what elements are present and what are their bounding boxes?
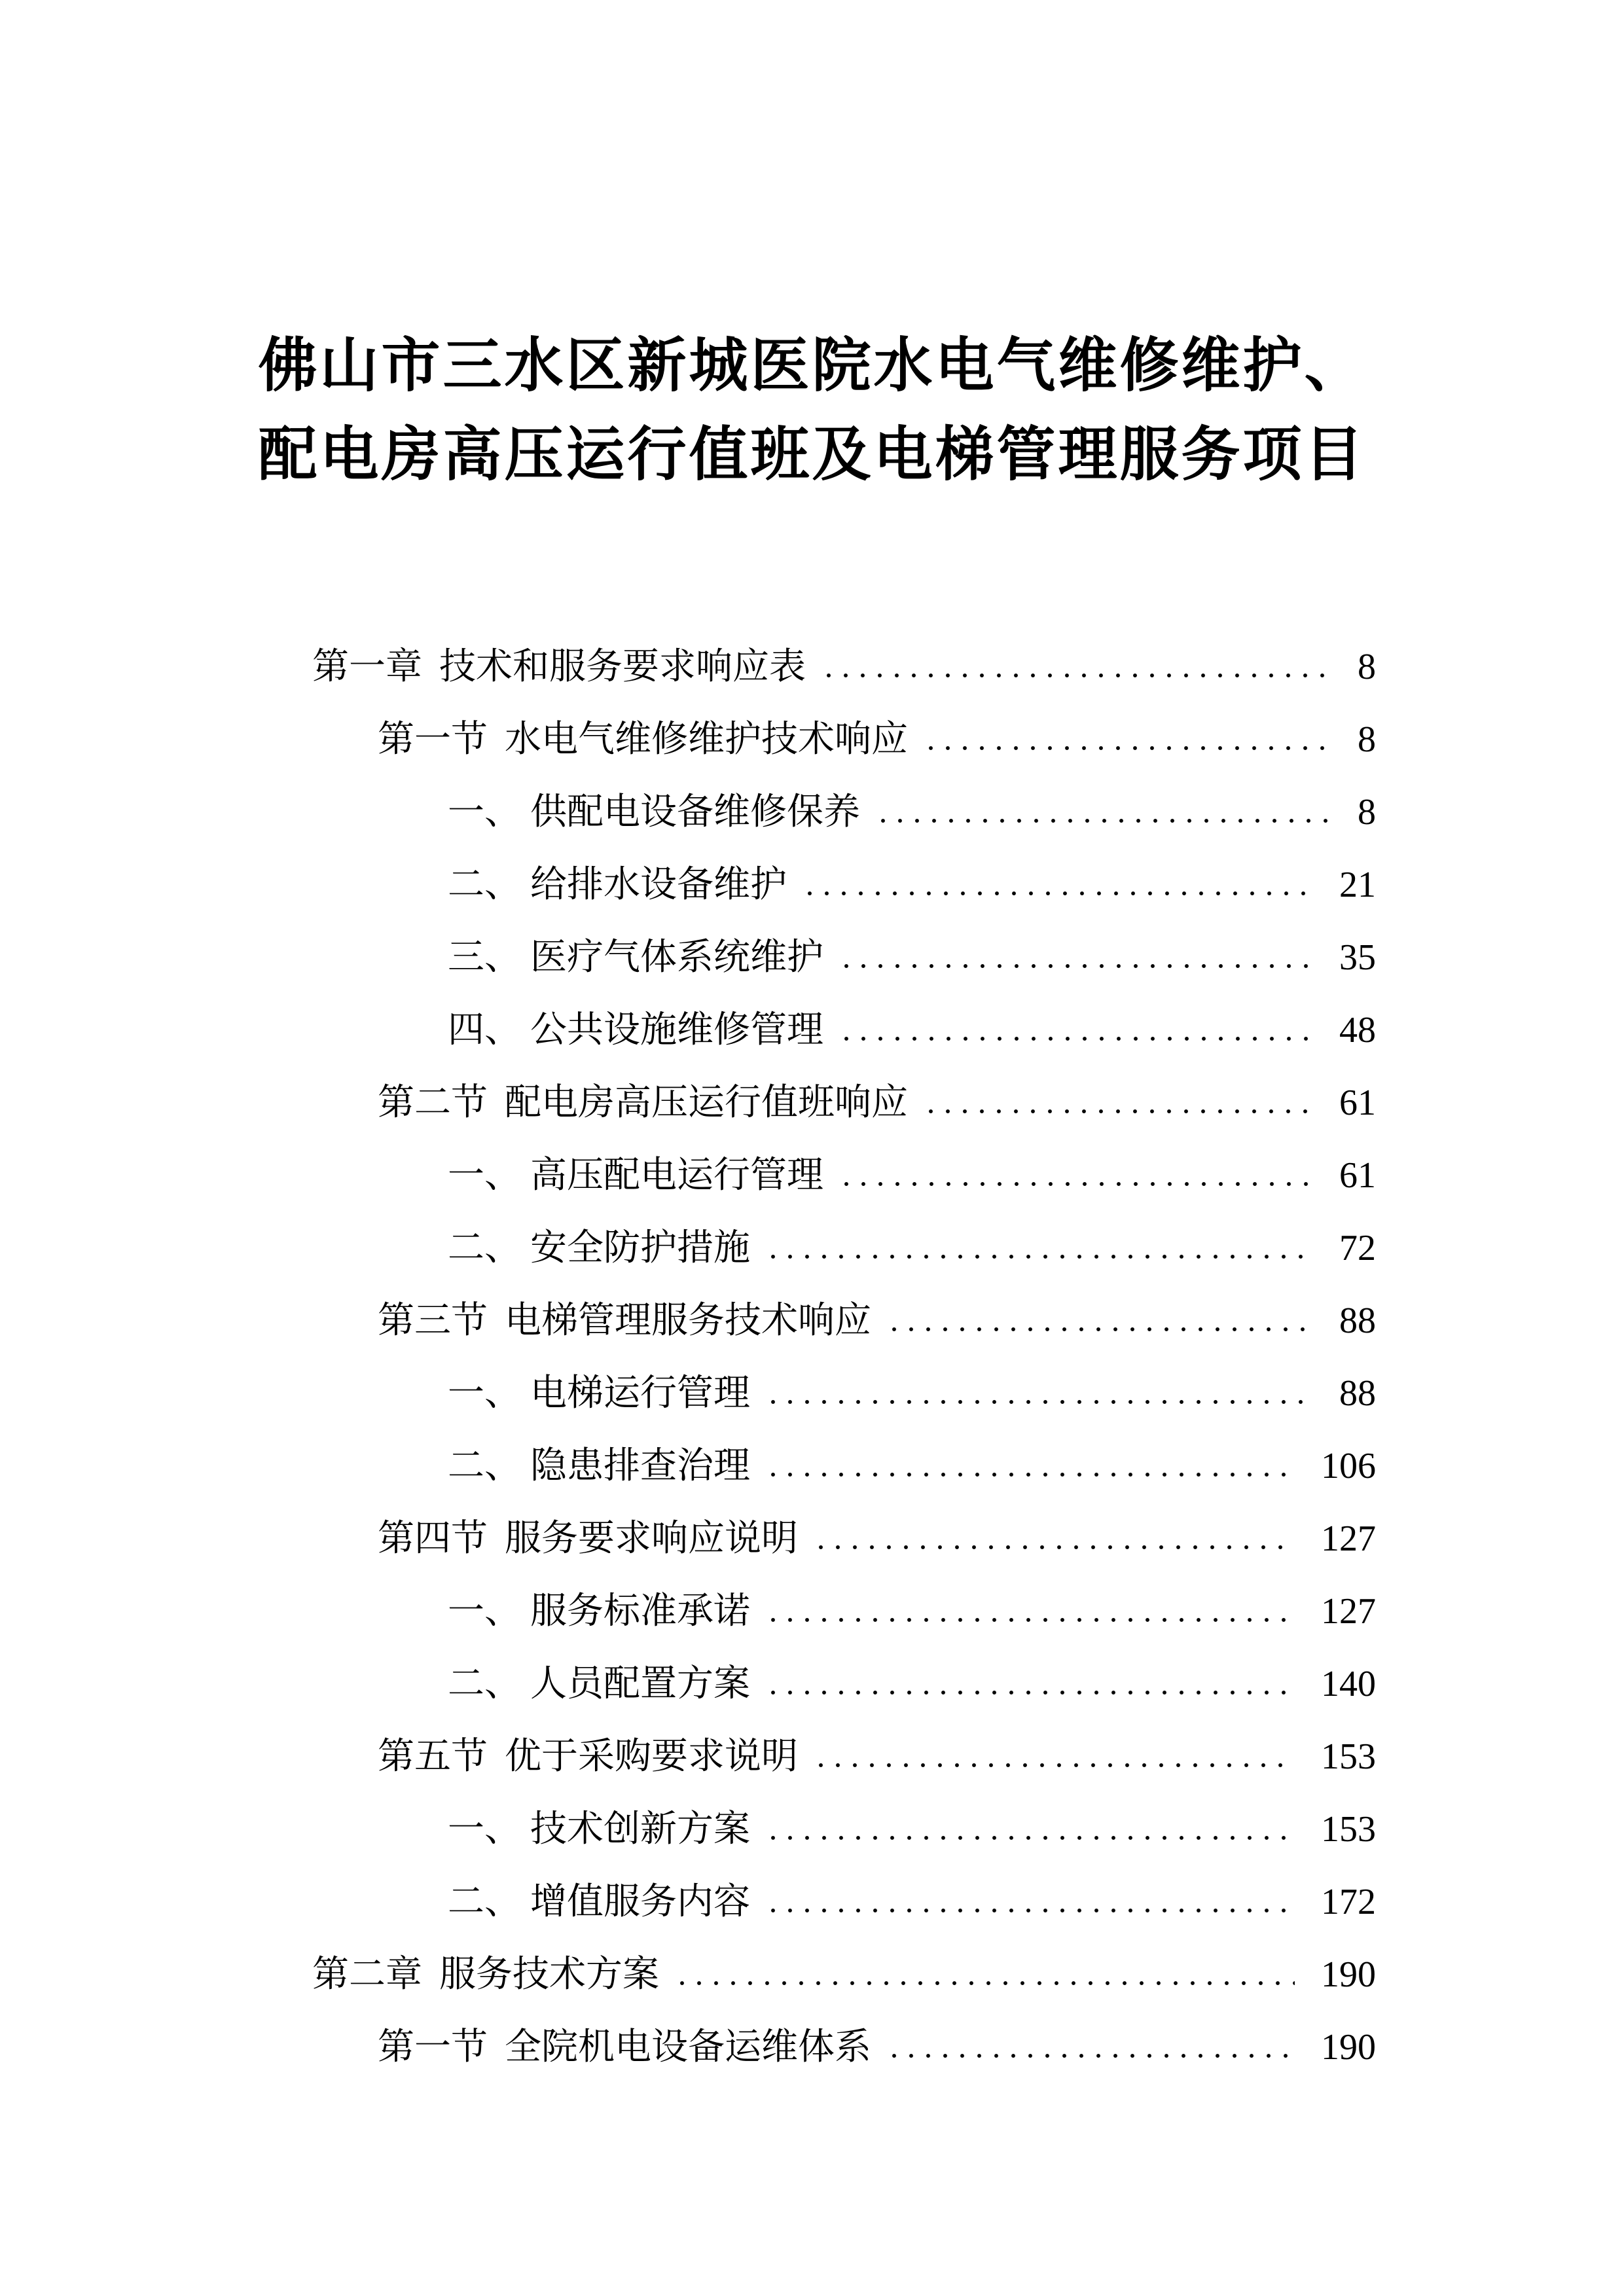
dot-leader <box>761 1617 1295 1623</box>
dot-leader <box>918 745 1331 751</box>
toc-entry-prefix: 二、 <box>448 1446 521 1486</box>
toc-entry-page: 88 <box>1339 1373 1376 1414</box>
toc-entry-prefix: 第一节 <box>378 719 488 760</box>
toc-entry-prefix: 一、 <box>448 1155 521 1196</box>
toc-entry-prefix: 二、 <box>448 1882 521 1922</box>
toc-entry-prefix: 第一节 <box>378 2027 488 2068</box>
toc-entry-page: 190 <box>1321 1954 1376 1995</box>
toc-entry-title: 增值服务内容 <box>530 1882 750 1922</box>
toc-entry-title: 技术和服务要求响应表 <box>439 647 806 687</box>
toc-entry-title: 隐患排查治理 <box>530 1446 750 1486</box>
toc-entry-prefix: 二、 <box>448 865 521 905</box>
toc-entry-title: 配电房高压运行值班响应 <box>505 1083 908 1123</box>
toc-entry <box>0 1139 1624 1212</box>
toc-entry <box>0 1430 1624 1503</box>
toc-entry-page: 106 <box>1321 1446 1376 1486</box>
dot-leader <box>882 1326 1313 1333</box>
toc-entry-prefix: 第二节 <box>378 1083 488 1123</box>
toc-entry-title: 技术创新方案 <box>530 1809 750 1850</box>
toc-entry <box>0 631 1624 704</box>
toc-entry-title: 优于采购要求说明 <box>505 1736 798 1777</box>
dot-leader <box>670 1980 1295 1986</box>
toc-entry-page: 35 <box>1339 937 1376 978</box>
toc-entry <box>0 1721 1624 1793</box>
dot-leader <box>761 1471 1295 1478</box>
toc-entry-prefix: 第一章 <box>312 647 422 687</box>
document-title-line-1: 佛山市三水区新城医院水电气维修维护、 <box>258 334 1366 399</box>
dot-leader <box>808 1762 1295 1768</box>
toc-entry <box>0 849 1624 922</box>
toc-entry <box>0 1503 1624 1575</box>
dot-leader <box>761 1835 1295 1841</box>
dot-leader <box>834 1035 1313 1042</box>
toc-entry-prefix: 四、 <box>448 1010 521 1050</box>
toc-entry-prefix: 一、 <box>448 792 521 833</box>
toc-entry <box>0 1357 1624 1430</box>
toc-entry-title: 电梯管理服务技术响应 <box>505 1300 871 1341</box>
toc-entry-title: 公共设施维修管理 <box>530 1010 823 1050</box>
toc-entry-prefix: 一、 <box>448 1373 521 1414</box>
toc-entry-title: 电梯运行管理 <box>530 1373 750 1414</box>
toc-entry-page: 127 <box>1321 1591 1376 1632</box>
toc-entry-title: 人员配置方案 <box>530 1664 750 1704</box>
toc-entry-prefix: 第二章 <box>312 1954 422 1995</box>
dot-leader <box>816 672 1331 679</box>
toc-entry <box>0 704 1624 776</box>
toc-entry-prefix: 三、 <box>448 937 521 978</box>
toc-entry-page: 153 <box>1321 1809 1376 1850</box>
toc-entry <box>0 2011 1624 2084</box>
toc-entry-title: 安全防护措施 <box>530 1228 750 1268</box>
toc-entry <box>0 1067 1624 1139</box>
toc-entry <box>0 1575 1624 1648</box>
toc-entry-page: 72 <box>1339 1228 1376 1268</box>
toc-entry-title: 服务技术方案 <box>439 1954 659 1995</box>
toc-entry-page: 153 <box>1321 1736 1376 1777</box>
toc-entry-title: 服务标准承诺 <box>530 1591 750 1632</box>
toc-entry-page: 172 <box>1321 1882 1376 1922</box>
dot-leader <box>871 817 1331 824</box>
dot-leader <box>797 890 1313 897</box>
toc-entry <box>0 1866 1624 1939</box>
toc-entry-title: 给排水设备维护 <box>530 865 787 905</box>
toc-entry-prefix: 二、 <box>448 1228 521 1268</box>
table-of-contents <box>0 631 1624 2084</box>
toc-entry-page: 48 <box>1339 1010 1376 1050</box>
dot-leader <box>834 1181 1313 1187</box>
toc-entry <box>0 994 1624 1067</box>
toc-entry-title: 高压配电运行管理 <box>530 1155 823 1196</box>
toc-entry-page: 61 <box>1339 1155 1376 1196</box>
toc-entry-page: 61 <box>1339 1083 1376 1123</box>
dot-leader <box>882 2053 1295 2059</box>
toc-entry-page: 8 <box>1358 792 1376 833</box>
toc-entry-title: 医疗气体系统维护 <box>530 937 823 978</box>
dot-leader <box>808 1544 1295 1551</box>
toc-entry <box>0 1939 1624 2011</box>
dot-leader <box>918 1108 1313 1115</box>
document-title-line-2: 配电房高压运行值班及电梯管理服务项目 <box>258 423 1366 488</box>
toc-entry-page: 140 <box>1321 1664 1376 1704</box>
toc-entry-page: 8 <box>1358 647 1376 687</box>
toc-entry-prefix: 第三节 <box>378 1300 488 1341</box>
toc-entry-title: 全院机电设备运维体系 <box>505 2027 871 2068</box>
toc-entry <box>0 1212 1624 1285</box>
toc-entry-prefix: 第五节 <box>378 1736 488 1777</box>
toc-entry <box>0 1648 1624 1721</box>
toc-entry-title: 水电气维修维护技术响应 <box>505 719 908 760</box>
dot-leader <box>761 1689 1295 1696</box>
dot-leader <box>761 1253 1313 1260</box>
dot-leader <box>761 1399 1313 1405</box>
toc-entry <box>0 1285 1624 1357</box>
toc-entry-page: 21 <box>1339 865 1376 905</box>
toc-entry-page: 127 <box>1321 1518 1376 1559</box>
dot-leader <box>761 1907 1295 1914</box>
toc-entry-page: 190 <box>1321 2027 1376 2068</box>
toc-entry-prefix: 一、 <box>448 1591 521 1632</box>
toc-entry-prefix: 第四节 <box>378 1518 488 1559</box>
dot-leader <box>834 963 1313 969</box>
toc-entry-page: 8 <box>1358 719 1376 760</box>
toc-entry-page: 88 <box>1339 1300 1376 1341</box>
toc-entry <box>0 776 1624 849</box>
document-title <box>0 322 1624 500</box>
toc-entry-prefix: 一、 <box>448 1809 521 1850</box>
toc-entry-prefix: 二、 <box>448 1664 521 1704</box>
toc-entry <box>0 1793 1624 1866</box>
toc-entry <box>0 922 1624 994</box>
toc-entry-title: 服务要求响应说明 <box>505 1518 798 1559</box>
toc-entry-title: 供配电设备维修保养 <box>530 792 860 833</box>
